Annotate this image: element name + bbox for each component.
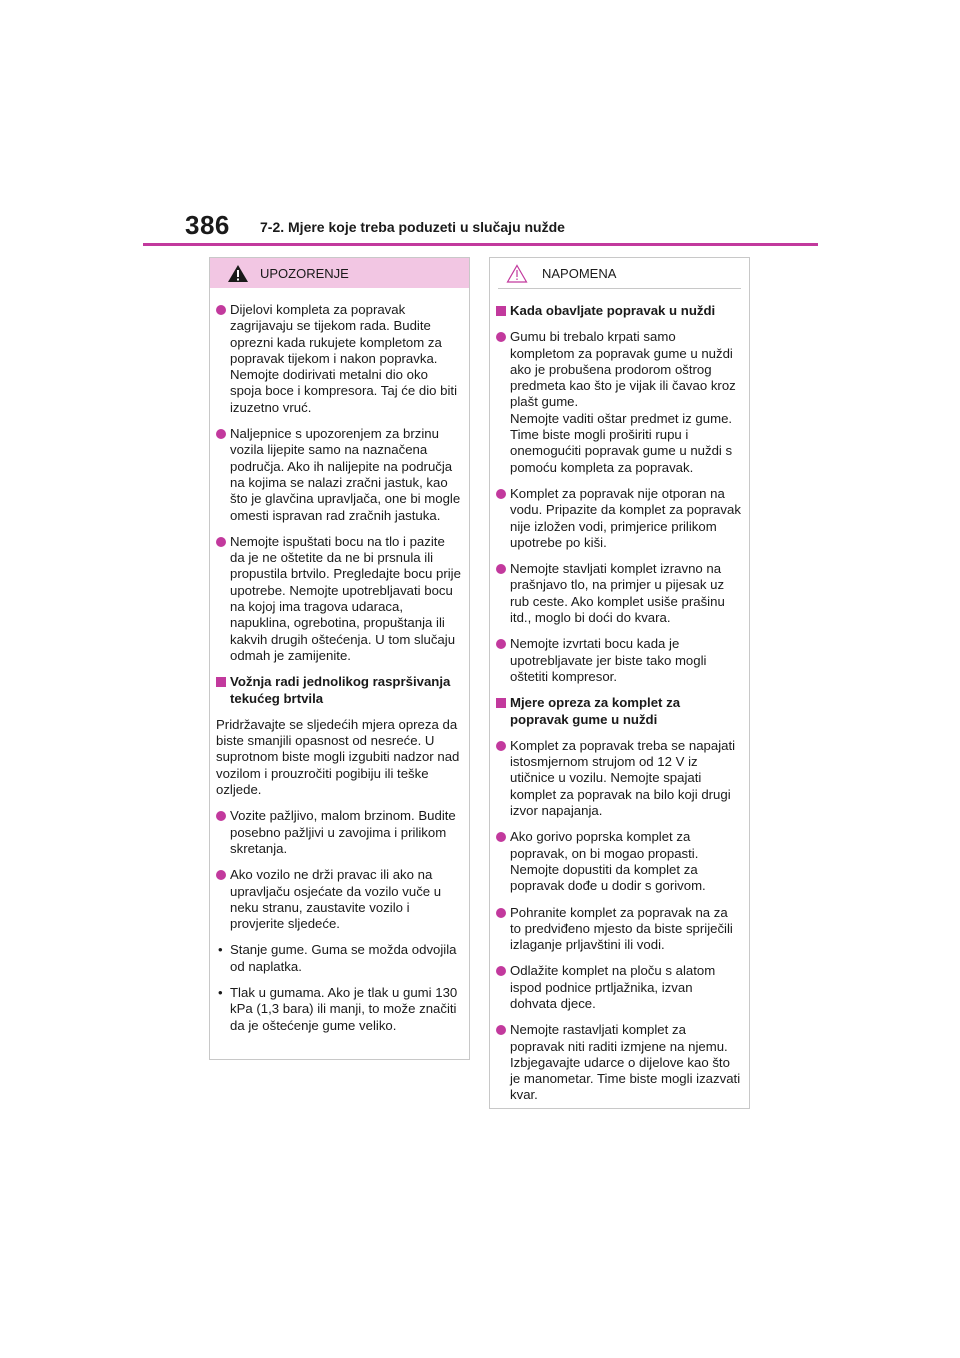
warning-bullet-item: [216, 808, 461, 857]
notice-item-text: Nemojte vaditi oštar predmet iz gume. Time biste mogli proširiti rupu i onemogućiti popravak gume u nuždi s pomoću kompleta za popravak.: [510, 410, 733, 475]
notice-bullet-item: [496, 963, 741, 1012]
bullet-dot-icon: [496, 639, 506, 649]
sub-bullet-icon: •: [218, 984, 223, 1000]
notice-subheading: [496, 303, 741, 319]
bullet-dot-icon: [496, 741, 506, 751]
sub-bullet-icon: •: [218, 942, 223, 958]
section-title: 7-2. Mjere koje treba poduzeti u slučaju nužde: [260, 219, 565, 235]
bullet-dot-icon: [216, 305, 226, 315]
warning-box: [209, 257, 470, 1060]
notice-box-header: [490, 258, 749, 288]
warning-item-text: Ako vozilo ne drži pravac ili ako na upravljaču osjećate da vozilo vuče u neku stranu, zaustavite vozilo i provjerite sljedeće.: [230, 867, 442, 932]
notice-item-text: Odlažite komplet na ploču s alatom ispod podnice prtljažnika, izvan dohvata djece.: [510, 963, 716, 1011]
notice-bullet-item: [496, 636, 741, 685]
warning-bullet-item: [216, 867, 461, 932]
bullet-dot-icon: [496, 489, 506, 499]
bullet-square-icon: [216, 677, 226, 687]
notice-bullet-item: [496, 561, 741, 626]
bullet-dot-icon: [496, 1025, 506, 1035]
warning-item-text: Nemojte ispuštati bocu na tlo i pazite da je ne oštetite da ne bi prsnula ili propustila brtvilo. Pregledajte bocu prije upotrebe. Nemojte upotrebljavati bocu na kojoj ima tragova udaraca, napuklina, ogrebotina, propuštanja ili kakvih drugih oštećenja. U tom slučaju odmah je zamijenite.: [230, 533, 461, 663]
header-rule: [143, 243, 818, 246]
warning-subheading: [216, 674, 461, 707]
notice-box-label: NAPOMENA: [542, 266, 617, 281]
warning-bullet-item: [216, 534, 461, 664]
notice-bullet-item: [496, 829, 741, 894]
bullet-dot-icon: [216, 429, 226, 439]
bullet-square-icon: [496, 306, 506, 316]
warning-box-body: [210, 288, 469, 1034]
warning-bullet-item: [216, 302, 461, 416]
notice-bullet-item: [496, 486, 741, 551]
warning-triangle-icon: [227, 264, 249, 283]
page-number: 386: [185, 210, 230, 240]
notice-bullet-item: [496, 1022, 741, 1103]
bullet-dot-icon: [496, 908, 506, 918]
bullet-square-icon: [496, 698, 506, 708]
bullet-dot-icon: [496, 832, 506, 842]
notice-triangle-icon: [506, 264, 528, 283]
warning-box-label: UPOZORENJE: [260, 266, 349, 281]
bullet-dot-icon: [496, 966, 506, 976]
bullet-dot-icon: [496, 564, 506, 574]
notice-box: [489, 257, 750, 1109]
warning-item-text: Vožnja radi jednolikog raspršivanja tekućeg brtvila: [230, 674, 451, 706]
warning-item-text: Naljepnice s upozorenjem za brzinu vozila lijepite samo na naznačena područja. Ako ih nalijepite na područja na kojima se nalazi zračni jastuk, kao što je glavčina upravljača, one bi mogle omesti ispravan rad zračnih jastuka.: [230, 426, 461, 523]
warning-paragraph: [216, 717, 461, 798]
warning-sub-item: [216, 942, 461, 975]
bullet-dot-icon: [496, 332, 506, 342]
notice-bullet-item: [496, 738, 741, 819]
notice-item-text: Mjere opreza za komplet za popravak gume u nuždi: [510, 695, 681, 727]
notice-subheading: [496, 695, 741, 728]
warning-item-text: Vozite pažljivo, malom brzinom. Budite posebno pažljivi u zavojima i prilikom skretanja.: [230, 808, 456, 856]
warning-bullet-item: [216, 426, 461, 524]
notice-item-text: Ako gorivo poprska komplet za popravak, on bi mogao propasti. Nemojte dopustiti da komplet za popravak dođe u dodir s gorivom.: [510, 829, 706, 894]
warning-item-text: Stanje gume. Guma se možda odvojila od naplatka.: [230, 942, 457, 974]
notice-box-body: [490, 289, 749, 1104]
notice-item-text: Kada obavljate popravak u nuždi: [510, 303, 716, 318]
notice-item-text: Nemojte stavljati komplet izravno na prašnjavo tlo, na primjer u pijesak uz rub ceste. Ako komplet usiše prašinu itd., moglo bi doći do kvara.: [510, 561, 725, 626]
notice-item-text: Gumu bi trebalo krpati samo kompletom za popravak gume u nuždi ako je probušena prodorom oštrog predmeta kao što je vijak ili čavao kroz plašt gume.: [510, 329, 736, 410]
notice-item-text: Nemojte izvrtati bocu kada je upotrebljavate jer biste tako mogli oštetiti kompresor.: [510, 636, 707, 684]
notice-bullet-item: [496, 329, 741, 476]
warning-item-text: Dijelovi kompleta za popravak zagrijavaju se tijekom rada. Budite oprezni kada rukujete kompletom za popravak tijekom i nakon popravka. Nemojte dodirivati metalni dio oko spoja boce i kompresora. Taj će dio biti izuzetno vruć.: [230, 302, 457, 415]
warning-item-text: Tlak u gumama. Ako je tlak u gumi 130 kPa (1,3 bara) ili manji, to može značiti da je oštećenje gume veliko.: [230, 984, 458, 1033]
warning-sub-item: [216, 985, 461, 1034]
warning-box-header: [210, 258, 469, 288]
notice-item-text: Nemojte rastavljati komplet za popravak niti raditi izmjene na njemu. Izbjegavajte udarce o dijelove kao što je manometar. Time biste mogli izazvati kvar.: [510, 1022, 741, 1103]
warning-item-text: Pridržavajte se sljedećih mjera opreza da biste smanjili opasnost od nesreće. U suprotnom biste mogli izgubiti nadzor nad vozilom i prouzročiti pogibiju ili teške ozljede.: [216, 716, 460, 798]
bullet-dot-icon: [216, 811, 226, 821]
notice-item-text: Komplet za popravak treba se napajati istosmjernom strujom od 12 V iz utičnice u vozilu. Nemojte spajati komplet za popravak na bilo koji drugi izvor napajanja.: [510, 737, 736, 819]
bullet-dot-icon: [216, 870, 226, 880]
notice-bullet-item: [496, 905, 741, 954]
notice-item-text: Komplet za popravak nije otporan na vodu. Pripazite da komplet za popravak nije izložen vodi, primjerice prilikom upotrebe po kiši.: [510, 485, 741, 550]
bullet-dot-icon: [216, 537, 226, 547]
notice-item-text: Pohranite komplet za popravak na za to predviđeno mjesto da biste spriječili izlaganje prljavštini ili vodi.: [510, 904, 733, 953]
